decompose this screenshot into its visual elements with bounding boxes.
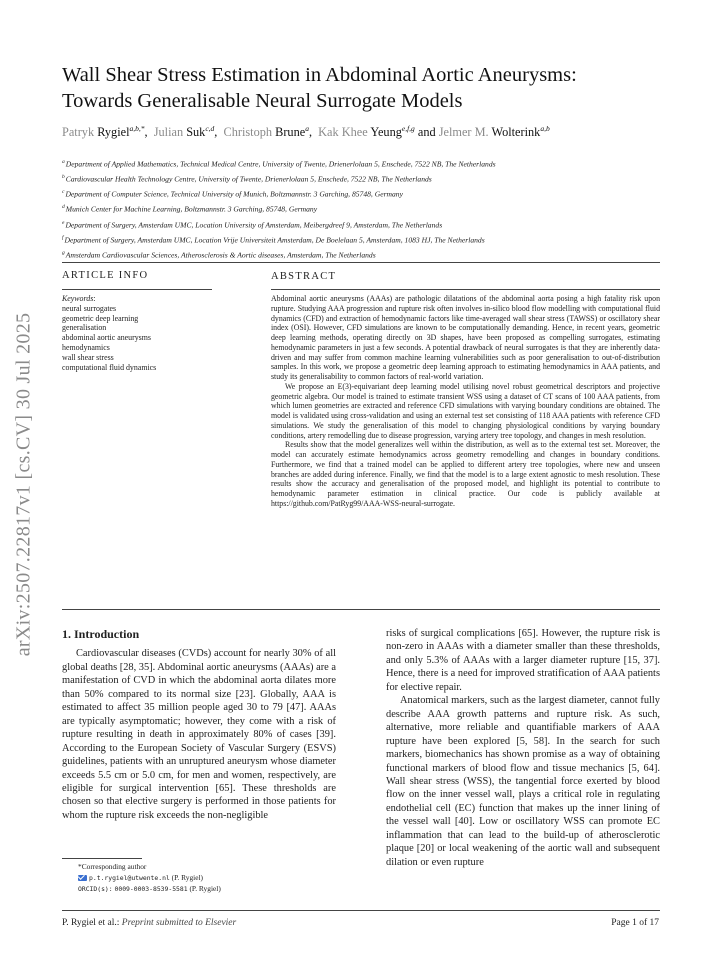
email-address[interactable]: p.t.rygiel@utwente.nl [89, 873, 170, 882]
arxiv-stamp-text: arXiv:2507.22817v1 [cs.CV] 30 Jul 2025 [12, 312, 35, 656]
keyword: geometric deep learning [62, 313, 139, 323]
author[interactable]: Jelmer M. Wolterink$^{a,b}$ [438, 124, 550, 140]
affiliation: $^b$Cardiovascular Health Technology Centre, University of Twente, Drienerlolaan 5, Enschede, 7522 NB, The Netherlands [62, 174, 432, 184]
author-list: Patryk Rygiel$^{a,b,*}$, Julian Suk$^{c,d}$, Christoph Brune$^a$, Kak Khee Yeung$^{e,f,g}$ and Jelmer M. Wolterink$^{a,b}$ [62, 124, 550, 140]
footnote [78, 862, 278, 894]
affiliation: $^g$Amsterdam Cardiovascular Sciences, Atherosclerosis & Aortic diseases, Amsterdam, The Netherlands [62, 249, 376, 260]
body-paragraph: Anatomical markers, such as the largest diameter, cannot fully describe AAA growth patterns and rupture risk. As such, alternative, more reliable and quantifiable markers of AAA rupture have been explored [5, 58]. In the search for such markers, biomechanics has shown promise as a way of obtaining functional markers of blood flow and tissue mechanics [5, 64]. Wall shear stress (WSS), the tangential force exerted by blood flow on the inner vessel wall, plays a critical role in regulating endothelial cell (EC) function that makes up the inner lining of the vessel wall [40]. Low or oscillatory WSS can promote EC inflammation that can lead to the build-up of atherosclerotic plaque [20] or local weakening of the aortic wall and subsequent dilation or even rupture [386, 695, 660, 868]
divider [62, 609, 660, 610]
keyword: hemodynamics [62, 342, 110, 352]
keyword: neural surrogates [62, 303, 117, 313]
keyword: wall shear stress [62, 352, 114, 362]
keywords-block: Keywords: neural surrogates geometric deep learning generalisation abdominal aortic aneurysms hemodynamics wall shear stress computational fluid dynamics [62, 294, 242, 372]
body-column-right [386, 627, 660, 869]
author[interactable]: Kak Khee Yeung$^{e,f,g}$ [318, 124, 415, 140]
affiliation: $^a$Department of Applied Mathematics, Technical Medical Centre, University of Twente, Drienerlolaan 5, Enschede, 7522 NB, The Netherlands [62, 159, 496, 169]
page-number: Page 1 of 17 [611, 918, 659, 928]
title-line-1: Wall Shear Stress Estimation in Abdominal Aortic Aneurysms: [62, 64, 577, 86]
title-line-2: Towards Generalisable Neural Surrogate Models [62, 90, 463, 112]
keywords-label: Keywords [62, 294, 94, 303]
footer-citation: P. Rygiel et al.: Preprint submitted to Elsevier [62, 918, 237, 928]
author[interactable]: Christoph Brune$^a$ [223, 124, 309, 140]
email-icon [78, 875, 87, 881]
affiliation: $^d$Munich Center for Machine Learning, Boltzmannstr. 3 Garching, 85748, Germany [62, 204, 318, 214]
paper-title [62, 62, 662, 114]
keyword: generalisation [62, 323, 107, 333]
abstract-paragraph: Results show that the model generalizes well within the distribution, as well as to the external test set. Moreover, the model can accurately estimate hemodynamics across geometry remodelling and changes in boundary conditions. Furthermore, we find that a trained model can be applied to different artery tree topologies, where new and unseen branches are added during inference. Finally, we find that the model is to a large extent agnostic to mesh resolution. These results show the accuracy and generalisation of the proposed model, and highlight its potential to contribute to hemodynamic parameter estimation in clinical practice. Our code is publicly available at https://github.com/PatRyg99/AAA-WSS-neural-surrogate. [271, 440, 660, 508]
keyword: abdominal aortic aneurysms [62, 333, 151, 343]
corresponding-author-note: *Corresponding author [78, 862, 147, 871]
arxiv-stamp [2, 268, 46, 700]
keyword: computational fluid dynamics [62, 362, 157, 372]
divider [271, 289, 660, 290]
body-paragraph: Cardiovascular diseases (CVDs) account for nearly 30% of all global deaths [28, 35]. Abdominal aortic aneurysms (AAAs) are a manifestation of CVD in which the abdominal aorta dilates more than 50% compared to its normal size [23]. Globally, AAA is estimated to affect 35 million people aged 30 to 79 [47]. AAAs are typically asymptomatic; however, they come with a risk of rupture resulting in death in approximately 80% of cases [39]. According to the European Society of Vascular Surgery (ESVS) guidelines, patients with an unruptured aneurysm whose diameter exceeds 5.5 cm or 5.0 cm, for men and women, respectively, are eligible for surgical intervention [65]. These thresholds are chosen so that elective surgery is performed in those patients for whom the rupture risk exceeds the non-negligible [62, 648, 336, 821]
orcid-id[interactable]: 0009-0003-8539-5581 [114, 884, 188, 893]
footer-divider [62, 910, 660, 911]
author[interactable]: Patryk Rygiel$^{a,b,*}$ [62, 124, 145, 140]
article-info-heading: ARTICLE INFO [62, 270, 149, 281]
divider [62, 289, 212, 290]
orcid-line: ORCID(s): 0009-0003-8539-5581 (P. Rygiel) [78, 883, 221, 893]
affiliation: $^f$Department of Surgery, Amsterdam UMC, Location Vrije Universiteit Amsterdam, De Boelelaan 5, Amsterdam, 1083 HJ, The Netherlands [62, 234, 485, 245]
author[interactable]: Julian Suk$^{c,d}$ [153, 124, 215, 140]
email-line[interactable]: p.t.rygiel@utwente.nl (P. Rygiel) [78, 873, 278, 884]
body-column-left [62, 628, 336, 822]
authors-and: and [417, 125, 436, 140]
abstract-body [271, 294, 660, 509]
abstract-heading: ABSTRACT [271, 271, 337, 282]
affiliations [62, 156, 672, 262]
body-paragraph: risks of surgical complications [65]. However, the rupture risk is non-zero in AAAs with a diameter smaller than these thresholds, and only 5.3% of AAAs with a larger diameter rupture [15, 37]. Hence, there is a need for improved stratification of AAA patients for elective repair. [386, 628, 660, 693]
affiliation: $^c$Department of Computer Science, Technical University of Munich, Boltzmannstr. 3 Garching, 85748, Germany [62, 189, 403, 199]
affiliation: $^e$Department of Surgery, Amsterdam UMC, Location University of Amsterdam, Meibergdreef 9, Amsterdam, The Netherlands [62, 219, 443, 230]
section-heading-introduction: 1. Introduction [62, 627, 140, 641]
divider [62, 262, 660, 263]
footnote-divider [62, 858, 142, 859]
abstract-paragraph: Abdominal aortic aneurysms (AAAs) are pathologic dilatations of the abdominal aorta posing a high fatality risk upon rupture. Studying AAA progression and rupture risk often involves in-silico blood flow modelling with computational fluid dynamics (CFD) and extraction of hemodynamic factors like time-averaged wall shear stress (TAWSS) or oscillatory shear index (OSI). However, CFD simulations are known to be computationally demanding. Hence, in recent years, geometric deep learning methods, operating directly on 3D shapes, have been proposed as compelling surrogates, estimating hemodynamic parameters in just a few seconds. A potential drawback of neural surrogates is that they are inherently data-driven and may suffer from common machine learning vulnerabilities such as poor generalisation to out-of-distribution samples. In this work, we propose a geometric deep learning approach to estimating hemodynamics in AAA patients, and study its generalisability to common factors of real-world variation. [271, 294, 660, 381]
abstract-paragraph: We propose an E(3)-equivariant deep learning model utilising novel robust geometrical descriptors and projective geometric algebra. Our model is trained to estimate transient WSS using a dataset of CT scans of 100 AAA patients, from which lumen geometries are extracted and reference CFD simulations with varying boundary conditions are obtained. The model is validated using cross-validation and using an external test set consisting of 118 AAA patients with reference CFD simulations. We study the generalisation of this model to changing physiological conditions by varying boundary conditions, artery remodelling due to disease progression, varying artery tree topology, and changes in mesh resolution. [271, 381, 660, 440]
